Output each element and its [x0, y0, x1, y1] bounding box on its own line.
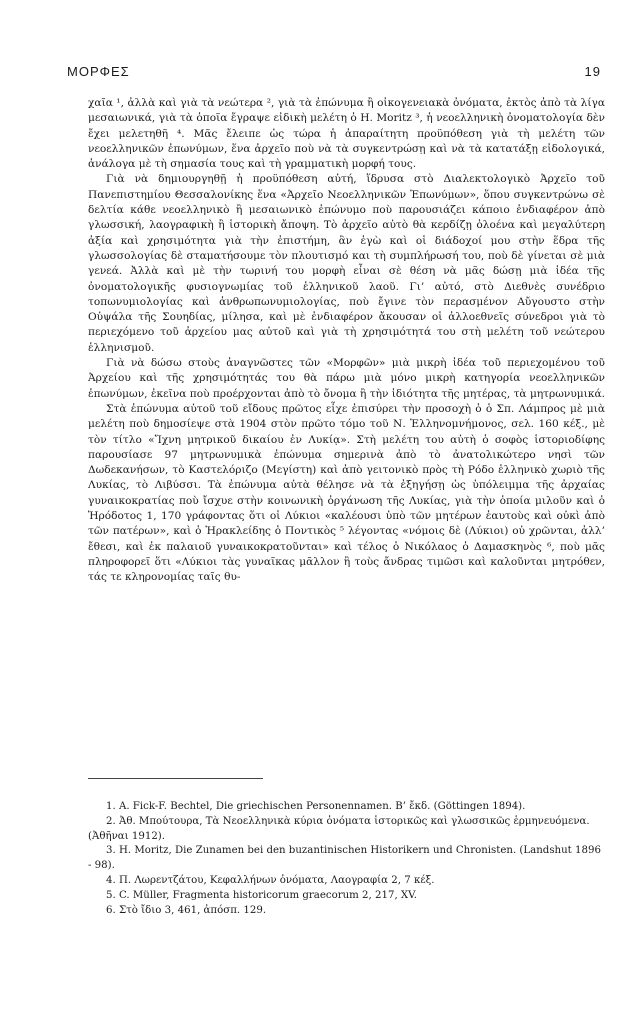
footnote-1: 1. A. Fick-F. Bechtel, Die griechischen Personennamen. Β’ ἔκδ. (Göttingen 1894). — [106, 801, 526, 812]
paragraph-3: Γιὰ νὰ δώσω στοὺς ἀναγνῶστες τῶν «Μορφῶν» μιὰ μικρὴ ἰδέα τοῦ περιεχομένου τοῦ Ἀρχείου καὶ τῆς χρησιμότητάς του θὰ πάρω μιὰ μόνο μικρὴ κατηγορία νεοελληνικῶν ἐπωνύμων, ἐκεῖνα ποὺ προέρχονται ἀπὸ τὸ ὄνομα ἢ τὴν ἰδιότητα τῆς μητέρας, τὰ μητρωνυμικά. — [88, 357, 605, 400]
main-text — [88, 96, 605, 586]
footnote-divider — [88, 778, 263, 779]
paragraph-4: Στὰ ἐπώνυμα αὐτοῦ τοῦ εἴδους πρῶτος εἶχε ἐπισύρει τὴν προσοχὴ ὁ ὁ Σπ. Λάμπρος μὲ μιὰ μελέτη ποὺ δημοσίεψε στὰ 1904 στὸν πρῶτο τόμο τοῦ Ν. Ἑλληνομνήμονος, σελ. 160 κέξ., μὲ τὸν τίτλο «Ἴχνη μητρικοῦ δικαίου ἐν Λυκίᾳ». Στὴ μελέτη του αὐτὴ ὁ σοφὸς ἱστοριοδίφης παρουσίασε 97 μητρωνυμικὰ ἐπώνυμα σημερινὰ ἀπὸ τὸ ἀνατολικώτερο νησὶ τῶν Δωδεκανήσων, τὸ Καστελόριζο (Μεγίστη) καὶ ἀπὸ γειτονικὸ πρὸς τὴ Ρόδο ἑλληνικὸ χωριὸ τῆς Λυκίας, τὸ Λιβύσσι. Τὰ ἐπώνυμα αὐτὰ θέλησε νὰ τὰ ἐξηγήσῃ ὡς ὑπόλειμμα τῆς ἀρχαίας γυναικοκρατίας ποὺ ἴσχυε στὴν κοινωνικὴ ὀργάνωση τῆς Λυκίας, γιὰ τὴν ὁποία μιλοῦν καὶ ὁ Ἡρόδοτος 1, 170 γράφοντας ὅτι οἱ Λύκιοι «καλέουσι ὑπὸ τῶν μητέρων ἑαυτοὺς καὶ οὐκὶ ἀπὸ τῶν πατέρων», καὶ ὁ Ἡρακλείδης ὁ Ποντικὸς ⁵ λέγοντας «νόμοις δὲ (Λύκιοι) οὐ χρῶνται, ἀλλ’ ἔθεσι, καὶ ἐκ παλαιοῦ γυναικοκρατοῦνται» καὶ τέλος ὁ Νικόλαος ὁ Δαμασκηνὸς ⁶, ποὺ μᾶς πληροφορεῖ ὅτι «Λύκιοι τὰς γυναῖκας μᾶλλον ἢ τοὺς ἄνδρας τιμῶσι καὶ καλοῦνται μητρόθεν, τάς τε κληρονομίας ταῖς θυ- — [88, 402, 605, 584]
footnote-4: 4. Π. Λωρεντζάτου, Κεφαλλήνων ὀνόματα, Λαογραφία 2, 7 κέξ. — [106, 874, 435, 886]
footnote-5: 5. C. Müller, Fragmenta historicorum graecorum 2, 217, XV. — [106, 889, 417, 901]
running-header — [67, 64, 601, 79]
footnotes — [88, 800, 605, 918]
page-number: 19 — [584, 64, 601, 79]
footnote-2: 2. Ἀθ. Μπούτουρα, Τὰ Νεοελληνικὰ κύρια ὀνόματα ἱστορικῶς καὶ γλωσσικῶς ἑρμηνευόμενα. (Ἀθῆναι 1912). — [88, 815, 590, 842]
footnote-6: 6. Στὸ ἴδιο 3, 461, ἀπόσπ. 129. — [106, 904, 267, 916]
paragraph-1: χαῖα ¹, ἀλλὰ καὶ γιὰ τὰ νεώτερα ², γιὰ τὰ ἐπώνυμα ἢ οἰκογενειακὰ ὀνόματα, ἐκτὸς ἀπὸ τὰ λίγα μεσαιωνικά, γιὰ τὰ ὁποῖα ἔγραψε εἰδικὴ μελέτη ὁ Η. Moritz ³, ἡ νεοελληνικὴ ὀνοματολογία δὲν ἔχει μελετηθῆ ⁴. Μᾶς ἔλειπε ὡς τώρα ἡ ἀπαραίτητη προϋπόθεση γιὰ τὴ μελέτη τῶν νεοελληνικῶν ἐπωνύμων, ἕνα ἀρχεῖο ποὺ νὰ τὰ συγκεντρώσῃ καὶ νὰ τὰ κατατάξῃ εἰδολογικά, ἀνάλογα μὲ τὴ σημασία τους καὶ τὴ γραμματικὴ μορφή τους. — [88, 97, 605, 171]
running-title: ΜΟΡΦΕΣ — [67, 64, 130, 79]
footnote-3: 3. H. Moritz, Die Zunamen bei den buzantinischen Historikern und Chronisten. (Landshut 1896 - 98). — [88, 845, 601, 872]
paragraph-2: Γιὰ νὰ δημιουργηθῇ ἡ προϋπόθεση αὐτή, ἵδρυσα στὸ Διαλεκτολογικὸ Ἀρχεῖο τοῦ Πανεπιστημίου Θεσσαλονίκης ἕνα «Ἀρχεῖο Νεοελληνικῶν Ἐπωνύμων», ὅπου συγκεντρώνω σὲ δελτία κάθε νεοελληνικὸ ἢ μεσαιωνικὸ ἐπώνυμο ποὺ παρουσιάζει κάποιο ἐνδιαφέρον ἀπὸ γλωσσική, λαογραφικὴ ἢ ἱστορικὴ ἄποψη. Τὸ ἀρχεῖο αὐτὸ θὰ κερδίζῃ ὁλοένα καὶ μεγαλύτερη ἀξία καὶ χρησιμότητα γιὰ τὴν ἐπιστήμη, ἂν ἐγὼ καὶ οἱ διάδοχοί μου στὴν ἕδρα τῆς γλωσσολογίας δὲ σταματήσουμε τὸν πλουτισμό και τὴ συμπλήρωσή του, ποὺ δὲ γίνεται σὲ μιὰ γενεά. Ἀλλὰ καὶ μὲ τὴν τωρινή του μορφὴ εἶναι σὲ θέση νὰ μᾶς δώσῃ μιὰ ἰδέα τῆς ὀνοματολογικῆς φυσιογνωμίας τοῦ ἑλληνικοῦ λαοῦ. Γι’ αὐτό, στὸ Διεθνὲς συνέδριο τοπωνυμιολογίας καὶ ἀνθρωπωνυμιολογίας, ποὺ ἔγινε τὸν περασμένον Αὔγουστο στὴν Οὐψάλα τῆς Σουηδίας, μίλησα, καὶ μὲ ἐνδιαφέρον ἄκουσαν οἱ ἀλλοεθνεῖς σύνεδροι γιὰ τὸ περιεχόμενο τοῦ ἀρχείου μας αὐτοῦ καὶ γιὰ τὴ χρησιμότητά του στὴ μελέτη τοῦ νεώτερου ἑλληνισμοῦ. — [88, 173, 605, 354]
